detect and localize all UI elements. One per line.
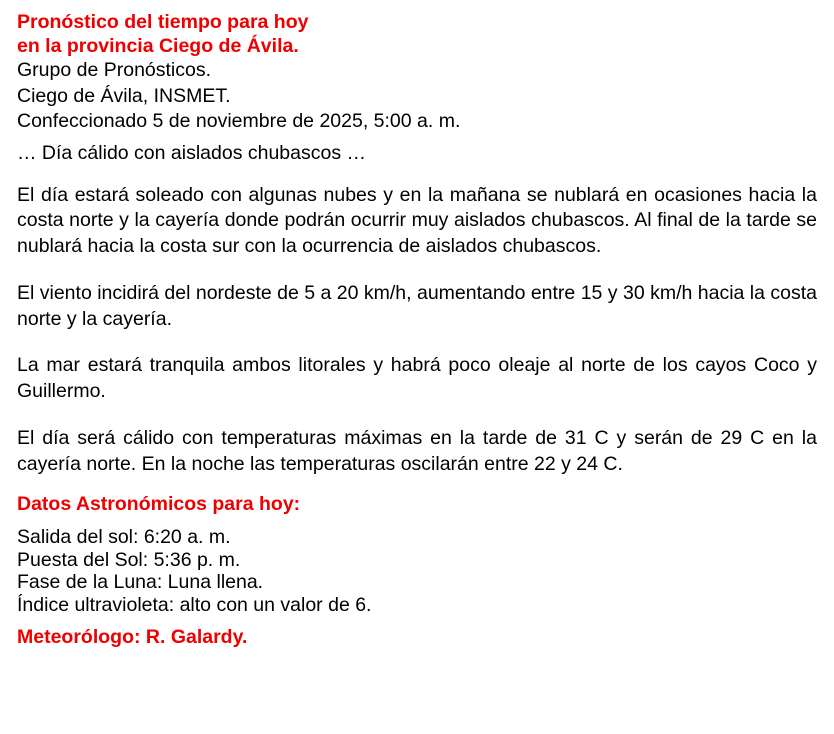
forecast-paragraph-wind: El viento incidirá del nordeste de 5 a 20 km/h, aumentando entre 15 y 30 km/h hacia la costa norte y la cayería. — [17, 282, 817, 330]
title-line-2: en la provincia Ciego de Ávila. — [17, 35, 299, 57]
forecast-paragraph-sky: El día estará soleado con algunas nubes y en la mañana se nublará en ocasiones hacia la costa norte y la cayería donde podrán ocurrir muy aislados chubascos. Al final de la tarde se nublará hacia la costa sur con la ocurrencia de aislados chubascos. — [17, 183, 817, 257]
forecast-paragraph-temperature: El día será cálido con temperaturas máximas en la tarde de 31 C y serán de 29 C en la cayería norte. En la noche las temperaturas oscilarán entre 22 y 24 C. — [17, 427, 817, 475]
prepared-date: Confeccionado 5 de noviembre de 2025, 5:00 a. m. — [17, 110, 461, 132]
astronomy-list — [17, 526, 817, 616]
title-line-1: Pronóstico del tiempo para hoy — [17, 11, 309, 33]
astronomy-moon-phase: Fase de la Luna: Luna llena. — [17, 571, 264, 593]
astronomy-heading: Datos Astronómicos para hoy: — [17, 493, 301, 515]
forecast-tagline: … Día cálido con aislados chubascos … — [17, 141, 367, 164]
forecast-institution: Ciego de Ávila, INSMET. — [17, 84, 231, 107]
astronomy-uv-index: Índice ultravioleta: alto con un valor de 6. — [17, 593, 372, 616]
astronomy-sunrise: Salida del sol: 6:20 a. m. — [17, 526, 231, 548]
astronomy-sunset: Puesta del Sol: 5:36 p. m. — [17, 548, 241, 571]
forecast-group: Grupo de Pronósticos. — [17, 59, 212, 81]
meteorologist-signature: Meteorólogo: R. Galardy. — [17, 626, 248, 648]
forecast-document — [17, 10, 817, 649]
forecast-paragraph-sea: La mar estará tranquila ambos litorales y habrá poco oleaje al norte de los cayos Coco y Guillermo. — [17, 354, 817, 402]
